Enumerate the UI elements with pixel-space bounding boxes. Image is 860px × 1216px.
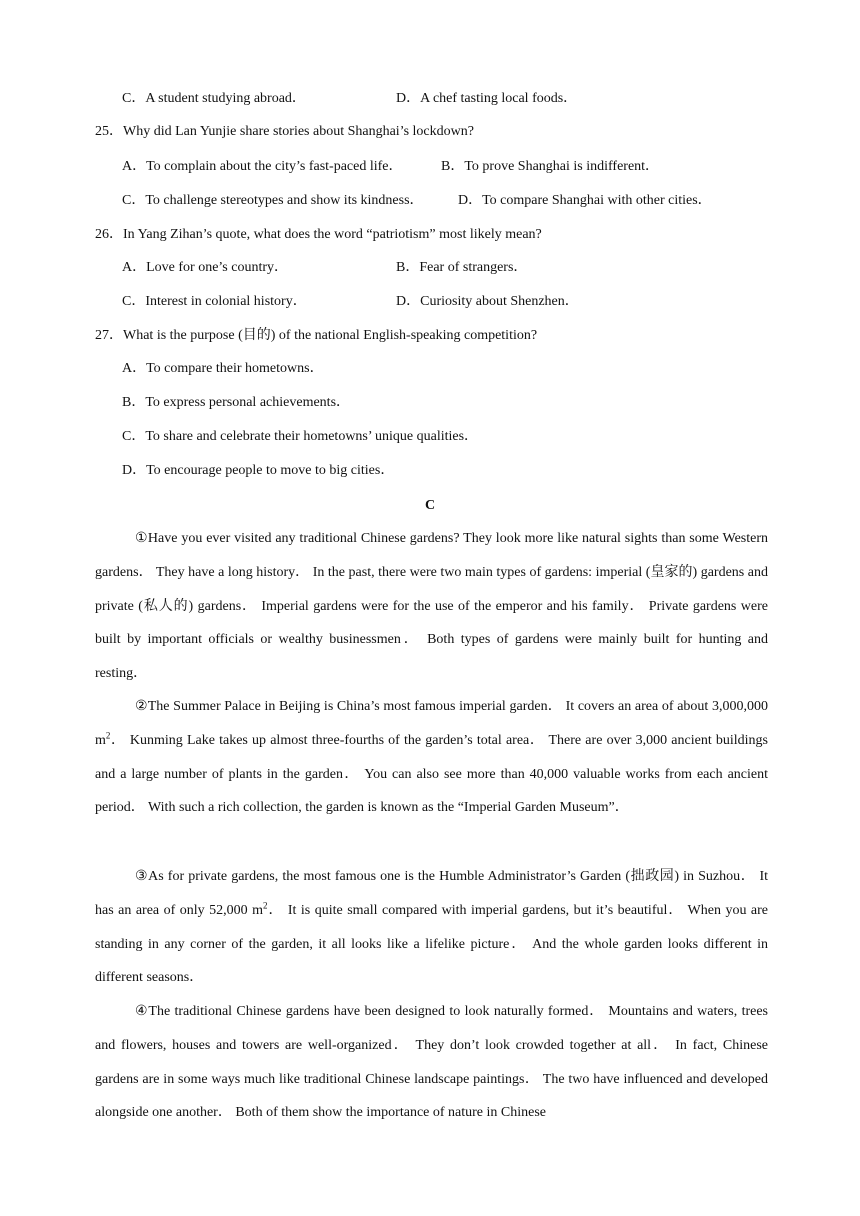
question-25-option-c: C．To challenge stereotypes and show its kindness．	[122, 193, 424, 208]
passage-paragraph-2	[95, 690, 768, 825]
paragraph-2-superscript: 2	[105, 730, 111, 741]
question-26-option-c: C．Interest in colonial history．	[122, 294, 307, 309]
paragraph-3-text-b: ． It is quite small compared with imperial gardens, but it’s beautiful． When you are standing in any corner of the garden, it all looks like a lifelike picture． And the whole garden looks different in different seasons．	[95, 902, 769, 986]
paragraph-2-text-b: ． Kunming Lake takes up almost three-fourths of the garden’s total area． There are over 3,000 ancient buildings and a large number of plants in the garden． You can also see more than 40,000 valuable works from each ancient period． With such a rich collection, the garden is known as the “Imperial Garden Museum”．	[95, 732, 768, 816]
question-27-option-d: D．To encourage people to move to big cities．	[122, 463, 395, 478]
question-27-option-c: C．To share and celebrate their hometowns’ unique qualities．	[122, 429, 479, 444]
paragraph-3-text-a: ③As for private gardens, the most famous one is the Humble Administrator’s Garden (拙政园) in Suzhou． It has an area of only 52,000 m	[95, 869, 768, 918]
section-heading: C	[424, 498, 436, 513]
prev-option-d: D．A chef tasting local foods．	[396, 91, 578, 106]
question-27-option-a: A．To compare their hometowns．	[122, 361, 324, 376]
passage-paragraph-3	[95, 860, 768, 995]
question-27-stem: 27．What is the purpose (目的) of the national English-speaking competition?	[95, 328, 538, 343]
question-26-stem: 26．In Yang Zihan’s quote, what does the word “patriotism” most likely mean?	[95, 227, 542, 242]
question-27-option-b: B．To express personal achievements．	[122, 395, 351, 410]
prev-option-c: C．A student studying abroad．	[122, 91, 306, 106]
question-26-option-a: A．Love for one’s country．	[122, 260, 289, 275]
paragraph-2-text-a: ②The Summer Palace in Beijing is China’s most famous imperial garden． It covers an area of about 3,000,000 m	[95, 699, 768, 748]
question-25-stem: 25．Why did Lan Yunjie share stories about Shanghai’s lockdown?	[95, 124, 474, 139]
question-26-option-b: B．Fear of strangers．	[396, 260, 528, 275]
paragraph-3-superscript: 2	[262, 900, 268, 911]
question-25-option-b: B．To prove Shanghai is indifferent．	[441, 159, 660, 174]
question-25-option-a: A．To complain about the city’s fast-paced life．	[122, 159, 403, 174]
question-26-option-d: D．Curiosity about Shenzhen．	[396, 294, 579, 309]
question-25-option-d: D．To compare Shanghai with other cities．	[458, 193, 712, 208]
passage-paragraph-1: ①Have you ever visited any traditional Chinese gardens? They look more like natural sights than some Western gardens． They have a long history． In the past, there were two main types of gardens: imperial (皇家的) gardens and private (私人的) gardens． Imperial gardens were for the use of the emperor and his family． Private gardens were built by important officials or wealthy businessmen． Both types of gardens were mainly built for hunting and resting．	[95, 531, 768, 682]
passage-paragraph-4: ④The traditional Chinese gardens have been designed to look naturally formed． Mountains and waters, trees and flowers, houses and towers are well-organized． They don’t look crowded together at all． In fact, Chinese gardens are in some ways much like traditional Chinese landscape paintings． The two have influenced and developed alongside one another． Both of them show the importance of nature in Chinese	[95, 1004, 768, 1121]
